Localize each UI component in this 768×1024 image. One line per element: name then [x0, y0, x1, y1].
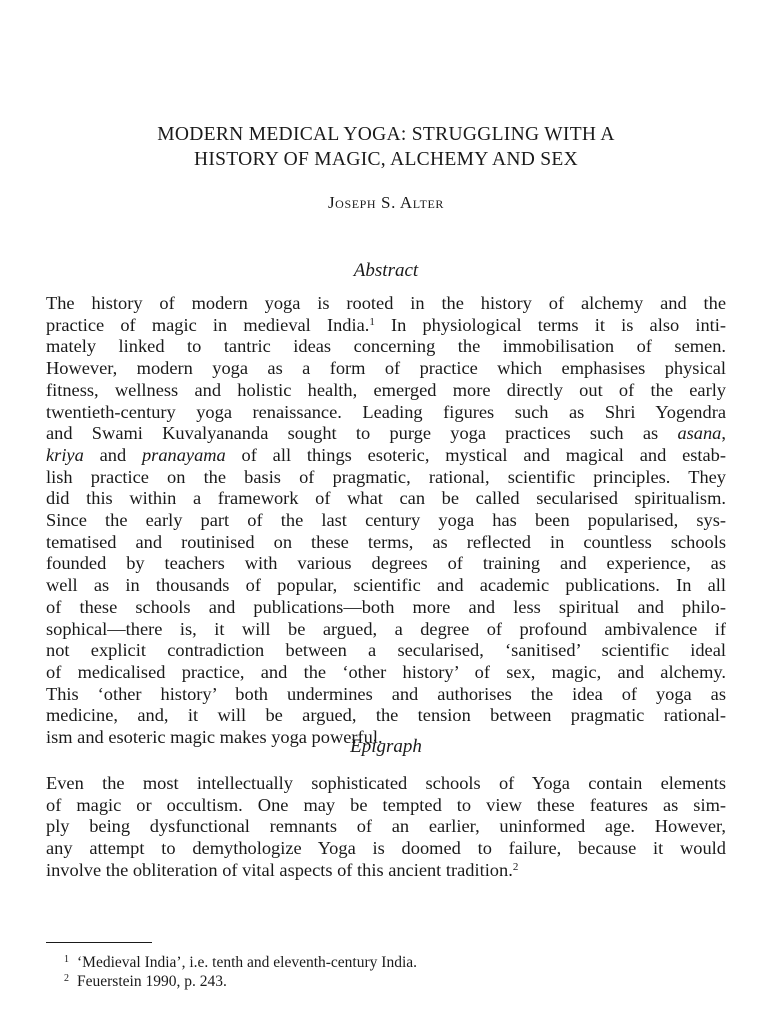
epigraph-line: ply being dysfunctional remnants of an earlier, uninformed age. However, [46, 816, 726, 837]
footnote-text: Feuerstein 1990, p. 243. [77, 973, 227, 990]
abstract-line: of medicalised practice, and the ‘other history’ of sex, magic, and alchemy. [46, 661, 726, 682]
abstract-line: of these schools and publications—both more and less spiritual and philo- [46, 596, 726, 617]
abstract-line: twentieth-century yoga renaissance. Leading figures such as Shri Yogendra [46, 401, 726, 422]
abstract-line: lish practice on the basis of pragmatic, rational, scientific principles. They [46, 466, 726, 487]
footnote-ref[interactable]: 2 [512, 860, 519, 873]
epigraph-heading: Epigraph [350, 736, 422, 757]
footnotes [64, 953, 724, 991]
footnote-divider [46, 942, 152, 943]
abstract-line: not explicit contradiction between a secularised, ‘sanitised’ scientific ideal [46, 640, 726, 661]
abstract-line: Since the early part of the last century yoga has been popularised, sys- [46, 510, 726, 531]
epigraph-line: Even the most intellectually sophisticated schools of Yoga contain elements [46, 773, 726, 793]
footnote-mark: 1 [64, 954, 69, 965]
epigraph-line: involve the obliteration of vital aspects of this ancient tradition.$^2$ [46, 859, 519, 880]
footnote-text: ‘Medieval India’, i.e. tenth and eleventh-century India. [77, 954, 418, 971]
footnote-2 [64, 972, 724, 991]
abstract-body [46, 293, 726, 749]
abstract-line: This ‘other history’ both undermines and authorises the idea of yoga as [46, 683, 726, 704]
title-line-1: MODERN MEDICAL YOGA: STRUGGLING WITH A [157, 124, 615, 145]
paper-title [46, 122, 726, 172]
title-line-2: HISTORY OF MAGIC, ALCHEMY AND SEX [193, 149, 579, 170]
abstract-line: tematised and routinised on these terms, as reflected in countless schools [46, 531, 726, 552]
abstract-line: kriya and pranayama of all things esoteric, mystical and magical and estab- [46, 444, 727, 465]
abstract-line: and Swami Kuvalyananda sought to purge yoga practices such as asana, [46, 423, 726, 444]
paper-author: Joseph S. Alter [327, 193, 445, 212]
footnote-ref[interactable]: 1 [369, 315, 375, 328]
footnote-mark: 2 [64, 973, 69, 984]
abstract-line: well as in thousands of popular, scientific and academic publications. In all [46, 575, 726, 596]
abstract-line: medicine, and, it will be argued, the tension between pragmatic rational- [46, 705, 726, 726]
abstract-heading: Abstract [353, 260, 419, 281]
abstract-line: sophical—there is, it will be argued, a degree of profound ambivalence if [46, 618, 726, 639]
abstract-line: fitness, wellness and holistic health, emerged more directly out of the early [46, 379, 726, 400]
abstract-line: practice of magic in medieval India.$^1$ In physiological terms it is also inti- [46, 314, 726, 335]
epigraph-line: any attempt to demythologize Yoga is doomed to failure, because it would [46, 838, 726, 859]
footnote-1 [64, 953, 724, 972]
abstract-line: did this within a framework of what can be called secularised spiritualism. [46, 488, 726, 509]
abstract-line: The history of modern yoga is rooted in the history of alchemy and the [46, 293, 726, 313]
abstract-line: founded by teachers with various degrees of training and experience, as [46, 553, 726, 574]
abstract-line: However, modern yoga as a form of practice which emphasises physical [46, 358, 726, 379]
epigraph-body [46, 773, 726, 882]
abstract-line: mately linked to tantric ideas concerning the immobilisation of semen. [46, 336, 726, 357]
abstract-line: ism and esoteric magic makes yoga powerful. [46, 727, 383, 748]
epigraph-line: of magic or occultism. One may be tempted to view these features as sim- [46, 794, 726, 815]
